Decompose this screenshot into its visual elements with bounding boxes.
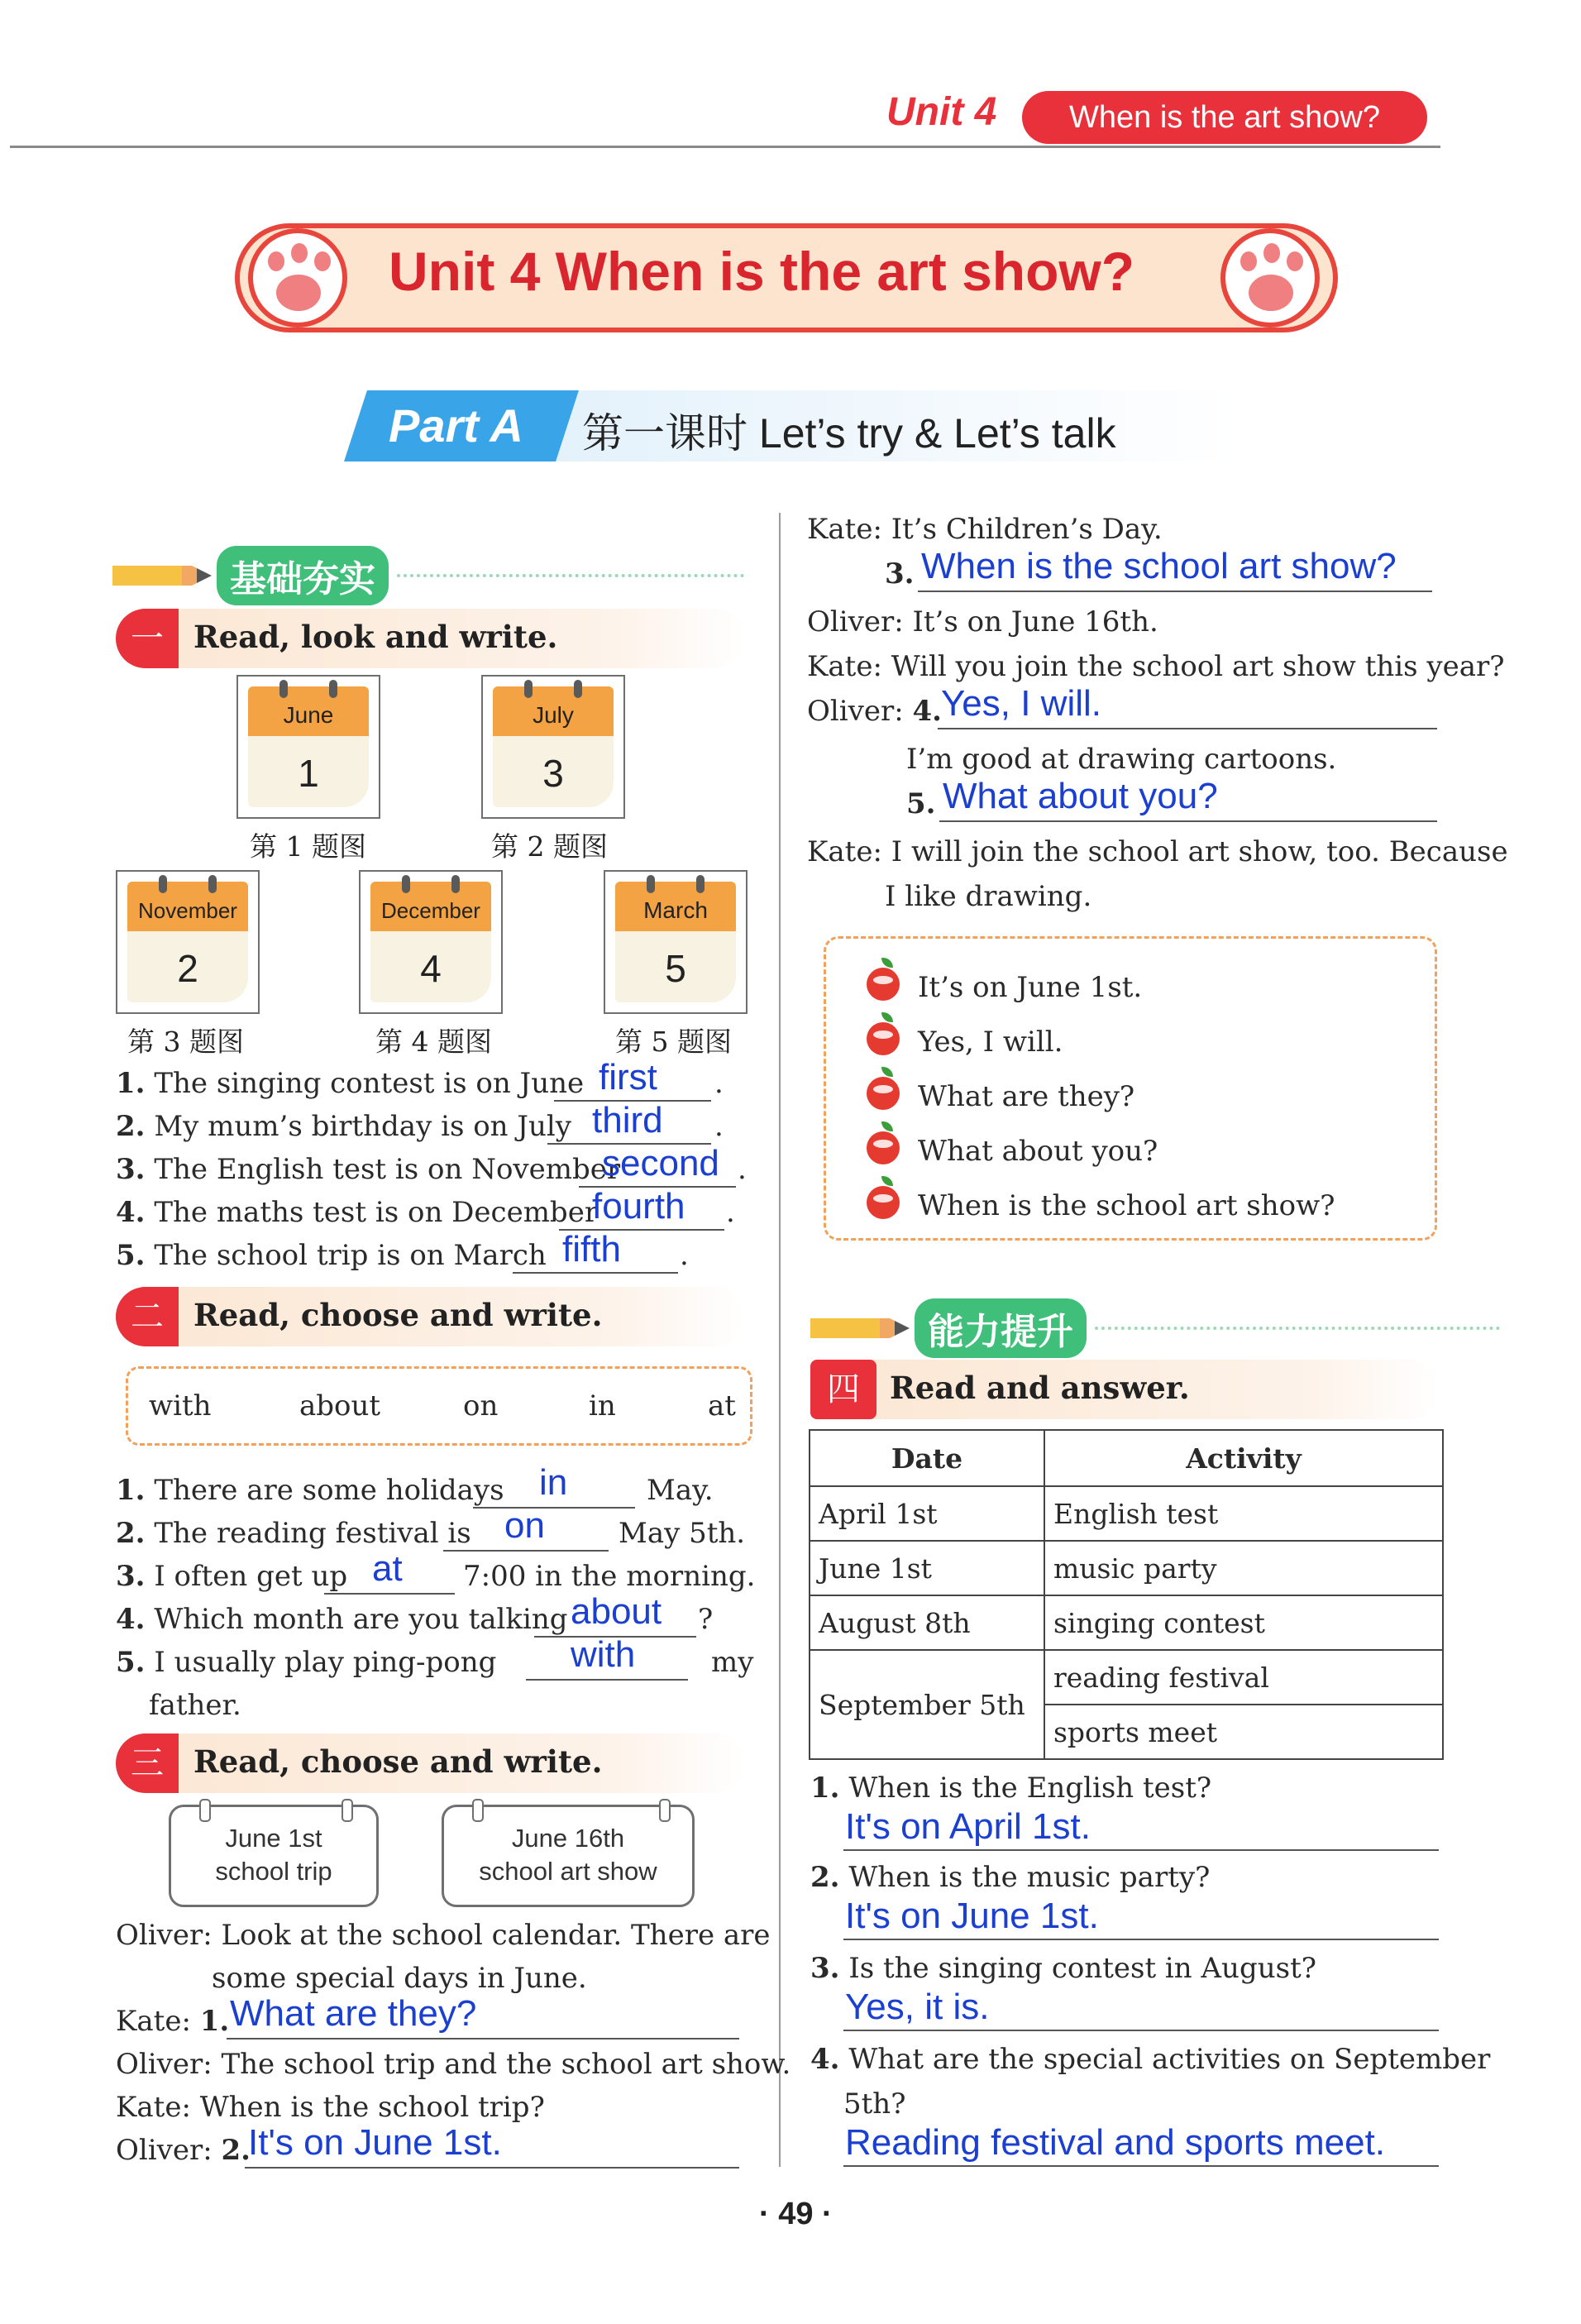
answer-blank[interactable] xyxy=(245,2165,739,2169)
s4-question-3: 3. Is the singing contest in August? xyxy=(810,1952,1316,1985)
s4-question-4: 4. What are the special activities on September xyxy=(810,2043,1491,2076)
answer-text: Reading festival and sports meet. xyxy=(845,2122,1386,2163)
answer-blank[interactable] xyxy=(473,1505,635,1509)
answer-blank[interactable] xyxy=(939,819,1437,822)
s2-item-2: 2. The reading festival is xyxy=(116,1517,471,1550)
table-cell: June 1st xyxy=(810,1541,1044,1595)
category-advanced xyxy=(810,1298,1500,1358)
dialogue-line: 3. xyxy=(885,557,915,591)
s1-item-3: 3. The English test is on November xyxy=(116,1153,621,1186)
section-4-title: Read and answer. xyxy=(890,1370,1190,1406)
answer-text: first xyxy=(599,1057,657,1097)
dialogue-line: Oliver: 2. xyxy=(116,2134,251,2167)
calendar-caption: 第 2 题图 xyxy=(491,830,608,863)
s1-item-2: 2. My mum’s birthday is on July xyxy=(116,1110,571,1143)
table-row xyxy=(810,1486,1443,1541)
calendar-caption: 第 3 题图 xyxy=(127,1026,244,1058)
table-cell: English test xyxy=(1044,1486,1443,1541)
dialogue-line: Oliver: 4. xyxy=(807,695,942,728)
table-cell: August 8th xyxy=(810,1595,1044,1650)
answer-text: What are they? xyxy=(230,1993,477,2034)
table-cell: April 1st xyxy=(810,1486,1044,1541)
dialogue-line: 5. xyxy=(906,787,936,820)
apple-icon xyxy=(867,968,900,1001)
category-label: 基础夯实 xyxy=(217,546,389,605)
answer-text: What about you? xyxy=(943,776,1218,816)
answer-text: fourth xyxy=(592,1186,685,1227)
apple-icon xyxy=(867,1022,900,1055)
s4-question-1: 1. When is the English test? xyxy=(810,1772,1212,1805)
answer-text: It's on April 1st. xyxy=(845,1806,1091,1847)
header-rule xyxy=(10,146,1440,148)
apple-icon xyxy=(867,1186,900,1219)
dialogue-line: some special days in June. xyxy=(212,1962,587,1995)
dialogue-line: I’m good at drawing cartoons. xyxy=(906,743,1337,776)
answer-text: When is the school art show? xyxy=(921,546,1397,586)
section-1-title: Read, look and write. xyxy=(193,619,558,655)
answer-text: second xyxy=(602,1143,719,1184)
column-divider xyxy=(779,513,781,2167)
category-label: 能力提升 xyxy=(915,1298,1087,1358)
answer-blank[interactable] xyxy=(938,726,1437,729)
option-item: What about you? xyxy=(918,1135,1158,1168)
answer-blank[interactable] xyxy=(843,1937,1439,1940)
table-cell: September 5th xyxy=(810,1650,1044,1759)
dialogue-line: Oliver: The school trip and the school art show. xyxy=(116,2048,791,2081)
answer-text: It's on June 1st. xyxy=(248,2122,502,2163)
s2-item-5: 5. I usually play ping-pong xyxy=(116,1646,497,1679)
calendar-note-1: June 1st school trip xyxy=(169,1805,379,1907)
table-header-row xyxy=(810,1430,1443,1486)
word-option: in xyxy=(589,1389,616,1423)
page-number: · 49 · xyxy=(759,2197,833,2231)
answer-blank[interactable] xyxy=(324,1591,455,1595)
calendar-5: March 5 xyxy=(604,870,748,1014)
answer-text: third xyxy=(592,1100,663,1140)
dialogue-line: Kate: It’s Children’s Day. xyxy=(807,513,1163,546)
pencil-icon xyxy=(112,559,212,592)
table-cell: singing contest xyxy=(1044,1595,1443,1650)
section-2-title: Read, choose and write. xyxy=(193,1297,603,1333)
dialogue-line: Kate: I will join the school art show, too. Because xyxy=(807,835,1508,868)
answer-text: at xyxy=(372,1548,403,1589)
section-2-number: 二 xyxy=(116,1287,179,1346)
s4-question-4-cont: 5th? xyxy=(843,2087,906,2121)
paw-right-icon xyxy=(1220,228,1320,328)
s4-question-2: 2. When is the music party? xyxy=(810,1861,1211,1894)
paw-left-icon xyxy=(248,228,347,328)
answer-text: with xyxy=(571,1634,636,1675)
part-label: Part A xyxy=(389,399,523,452)
unit-title: Unit 4 When is the art show? xyxy=(389,241,1135,302)
column-header: Date xyxy=(810,1430,1044,1486)
word-option: with xyxy=(149,1389,212,1423)
answer-text: Yes, I will. xyxy=(941,683,1102,724)
calendar-2: July 3 xyxy=(481,675,625,819)
calendar-1: June 1 xyxy=(236,675,380,819)
s2-item-5-cont: father. xyxy=(149,1689,241,1722)
table-cell: music party xyxy=(1044,1541,1443,1595)
s2-item-3: 3. I often get up xyxy=(116,1560,348,1593)
apple-icon xyxy=(867,1077,900,1110)
calendar-3: November 2 xyxy=(116,870,260,1014)
section-1-number: 一 xyxy=(116,609,179,668)
s2-item-1: 1. There are some holidays xyxy=(116,1474,504,1507)
category-basic xyxy=(112,546,744,605)
pencil-icon xyxy=(810,1312,910,1345)
word-option: at xyxy=(708,1389,736,1423)
answer-text: It's on June 1st. xyxy=(845,1896,1099,1936)
lesson-title: 第一课时 Let’s try & Let’s talk xyxy=(582,410,1116,457)
section-3-number: 三 xyxy=(116,1733,179,1793)
section-4-number: 四 xyxy=(810,1360,876,1419)
word-option: about xyxy=(299,1389,381,1423)
column-header: Activity xyxy=(1044,1430,1443,1486)
s2-item-4: 4. Which month are you talking xyxy=(116,1603,568,1636)
dialogue-line: Oliver: It’s on June 16th. xyxy=(807,605,1158,638)
dialogue-line: Kate: 1. xyxy=(116,2005,230,2038)
calendar-caption: 第 5 题图 xyxy=(615,1026,732,1058)
word-bank xyxy=(126,1366,752,1446)
answer-blank[interactable] xyxy=(443,1548,609,1552)
dialogue-line: Kate: Will you join the school art show this year? xyxy=(807,650,1505,683)
table-cell: sports meet xyxy=(1044,1705,1443,1759)
calendar-note-2: June 16th school art show xyxy=(442,1805,695,1907)
table-row xyxy=(810,1541,1443,1595)
option-item: Yes, I will. xyxy=(918,1026,1063,1059)
dialogue-line: Oliver: Look at the school calendar. There are xyxy=(116,1919,771,1952)
option-item: It’s on June 1st. xyxy=(918,971,1143,1004)
table-row xyxy=(810,1650,1443,1705)
answer-blank[interactable] xyxy=(918,589,1432,592)
apple-icon xyxy=(867,1131,900,1164)
answer-blank[interactable] xyxy=(843,1848,1439,1851)
calendar-caption: 第 4 题图 xyxy=(375,1026,492,1058)
dialogue-line: I like drawing. xyxy=(885,880,1092,913)
header-subtitle: When is the art show? xyxy=(1022,91,1427,144)
answer-text: on xyxy=(504,1505,545,1546)
header-unit: Unit 4 xyxy=(886,90,997,134)
answer-blank[interactable] xyxy=(843,2164,1439,2167)
word-option: on xyxy=(463,1389,499,1423)
s1-item-4: 4. The maths test is on December xyxy=(116,1196,599,1229)
s1-item-5: 5. The school trip is on March xyxy=(116,1239,547,1272)
calendar-4: December 4 xyxy=(359,870,503,1014)
answer-text: in xyxy=(539,1462,568,1503)
activity-table xyxy=(809,1429,1444,1760)
answer-blank[interactable] xyxy=(526,1677,688,1681)
table-row xyxy=(810,1595,1443,1650)
option-item: When is the school art show? xyxy=(918,1189,1335,1222)
dialogue-line: Kate: When is the school trip? xyxy=(116,2091,545,2124)
answer-text: Yes, it is. xyxy=(845,1987,990,2027)
answer-text: fifth xyxy=(562,1229,621,1270)
answer-blank[interactable] xyxy=(843,2028,1439,2031)
answer-text: about xyxy=(571,1591,662,1632)
section-3-title: Read, choose and write. xyxy=(193,1743,603,1780)
table-cell: reading festival xyxy=(1044,1650,1443,1705)
calendar-caption: 第 1 题图 xyxy=(250,830,366,863)
answer-blank[interactable] xyxy=(227,2036,739,2039)
s1-item-1: 1. The singing contest is on June xyxy=(116,1067,585,1100)
option-item: What are they? xyxy=(918,1080,1135,1113)
answer-blank[interactable] xyxy=(513,1270,678,1274)
